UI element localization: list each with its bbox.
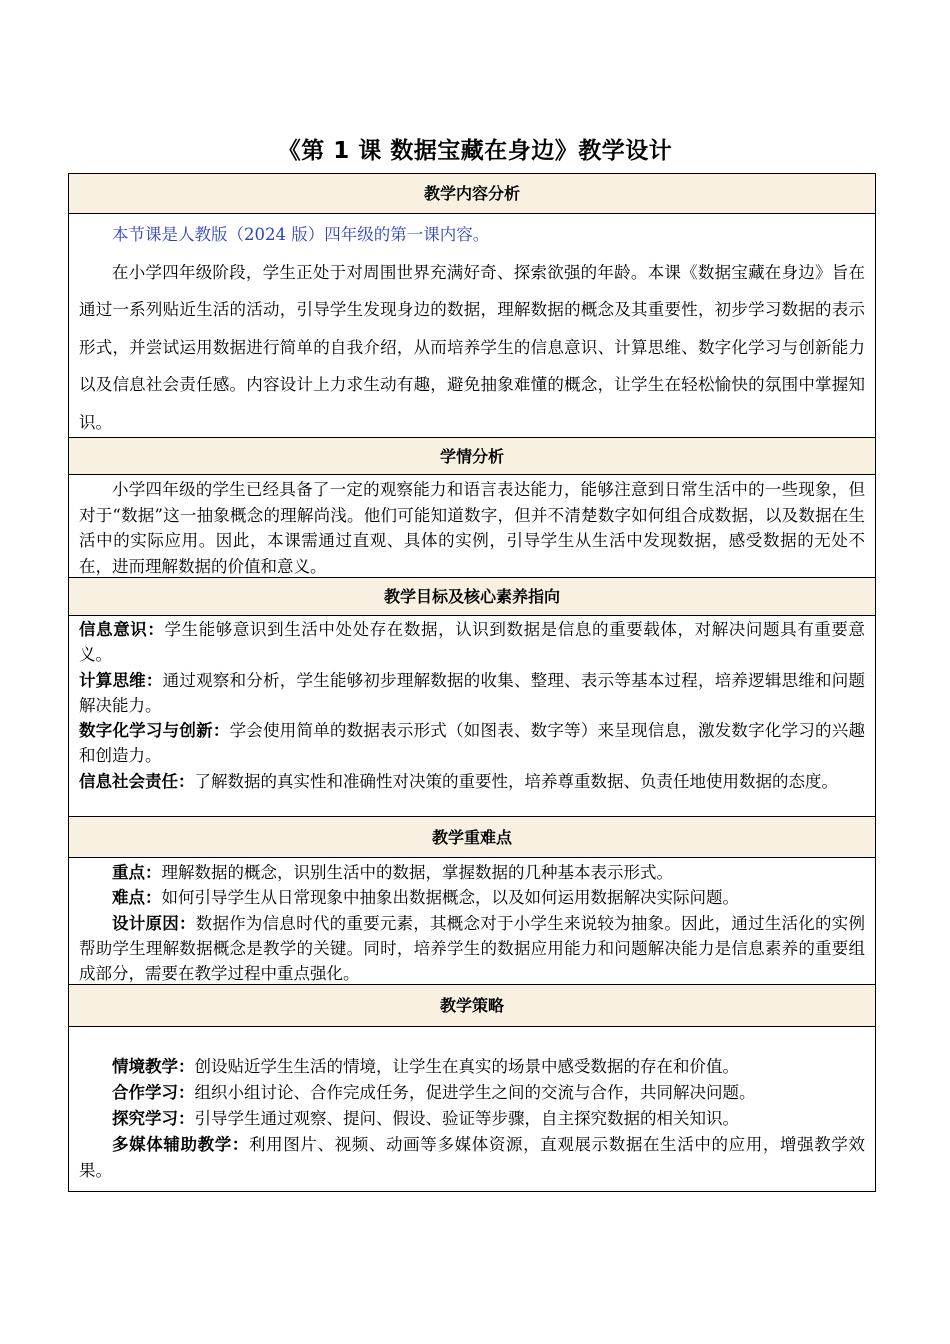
objective-item: [79, 718, 865, 769]
strategy-item: [79, 1106, 865, 1132]
strategy-label: 合作学习：: [112, 1083, 195, 1102]
key-point-label: 重点：: [112, 863, 162, 882]
strategy-item: [79, 1054, 865, 1080]
objective-label: 信息社会责任：: [79, 771, 195, 791]
key-point-text: 理解数据的概念，识别生活中的数据，掌握数据的几种基本表示形式。: [161, 863, 673, 882]
strategy-text: 引导学生通过观察、提问、假设、验证等步骤，自主探究数据的相关知识。: [194, 1109, 739, 1128]
strategy-item: [79, 1080, 865, 1106]
objectives-body: [69, 616, 875, 817]
key-point-label: 难点：: [112, 888, 162, 908]
strategy-item: [79, 1132, 865, 1184]
objective-item: [79, 617, 865, 668]
section-heading-objectives: 教学目标及核心素养指向: [69, 578, 875, 616]
objective-label: 信息意识：: [79, 620, 165, 639]
key-point-item: [79, 885, 865, 910]
strategy-label: 探究学习：: [112, 1109, 195, 1128]
key-points-body: [69, 858, 875, 985]
content-analysis-paragraph: 在小学四年级阶段，学生正处于对周围世界充满好奇、探索欲强的年龄。本课《数据宝藏在身边》旨在通过一系列贴近生活的活动，引导学生发现身边的数据，理解数据的概念及其重要性，初步学习数据的表示形式，并尝试运用数据进行简单的自我介绍，从而培养学生的信息意识、计算思维、数字化学习与创新能力以及信息社会责任感。内容设计上力求生动有趣，避免抽象难懂的概念，让学生在轻松愉快的氛围中掌握知识。: [79, 262, 865, 432]
learner-analysis-paragraph: 小学四年级的学生已经具备了一定的观察能力和语言表达能力，能够注意到日常生活中的一些现象，但对于“数据”这一抽象概念的理解尚浅。他们可能知道数字，但并不清楚数字如何组合成数据，以及数据在生活中的实际应用。因此，本课需通过直观、具体的实例，引导学生从生活中发现数据，感受数据的无处不在，进而理解数据的价值和意义。: [79, 480, 865, 576]
objective-item: [79, 668, 865, 719]
key-point-item: [79, 860, 865, 885]
page-title: 《第 1 课 数据宝藏在身边》教学设计: [277, 138, 673, 164]
objective-item: [79, 769, 865, 794]
objective-text: 了解数据的真实性和准确性对决策的重要性，培养尊重数据、负责任地使用数据的态度。: [194, 771, 838, 791]
strategy-text: 利用图片、视频、动画等多媒体资源，直观展示数据在生活中的应用，增强教学效果。: [79, 1135, 866, 1180]
section-heading-strategies: 教学策略: [69, 985, 875, 1027]
strategy-label: 多媒体辅助教学：: [112, 1135, 250, 1154]
key-point-text: 如何引导学生从日常现象中抽象出数据概念，以及如何运用数据解决实际问题。: [161, 888, 739, 908]
key-point-item: [79, 911, 865, 987]
strategy-label: 情境教学：: [112, 1057, 195, 1076]
key-point-label: 设计原因：: [112, 913, 196, 933]
section-heading-content-analysis: 教学内容分析: [69, 174, 875, 214]
section-heading-learner-analysis: 学情分析: [69, 438, 875, 475]
key-point-text: 数据作为信息时代的重要元素，其概念对于小学生来说较为抽象。因此，通过生活化的实例帮助学生理解数据概念是教学的关键。同时，培养学生的数据应用能力和问题解决能力是信息素养的重要组成部分，需要在教学过程中重点强化。: [79, 913, 866, 984]
strategies-body: [69, 1027, 875, 1191]
objective-text: 学会使用简单的数据表示形式（如图表、数字等）来呈现信息，激发数字化学习的兴趣和创造力。: [79, 721, 866, 766]
strategy-text: 组织小组讨论、合作完成任务，促进学生之间的交流与合作，共同解决问题。: [194, 1083, 756, 1102]
content-analysis-body: [69, 214, 875, 438]
section-heading-key-points: 教学重难点: [69, 817, 875, 858]
objective-text: 通过观察和分析，学生能够初步理解数据的收集、整理、表示等基本过程，培养逻辑思维和问题解决能力。: [79, 670, 866, 715]
learner-analysis-body: [69, 475, 875, 578]
objective-label: 计算思维：: [79, 670, 163, 690]
objective-label: 数字化学习与创新：: [79, 721, 230, 741]
lesson-plan-table: [68, 173, 876, 1192]
content-analysis-intro: 本节课是人教版（2024 版）四年级的第一课内容。: [112, 225, 490, 244]
strategy-text: 创设贴近学生生活的情境，让学生在真实的场景中感受数据的存在和价值。: [194, 1057, 739, 1076]
objective-text: 学生能够意识到生活中处处存在数据，认识到数据是信息的重要载体，对解决问题具有重要意义。: [79, 620, 866, 665]
